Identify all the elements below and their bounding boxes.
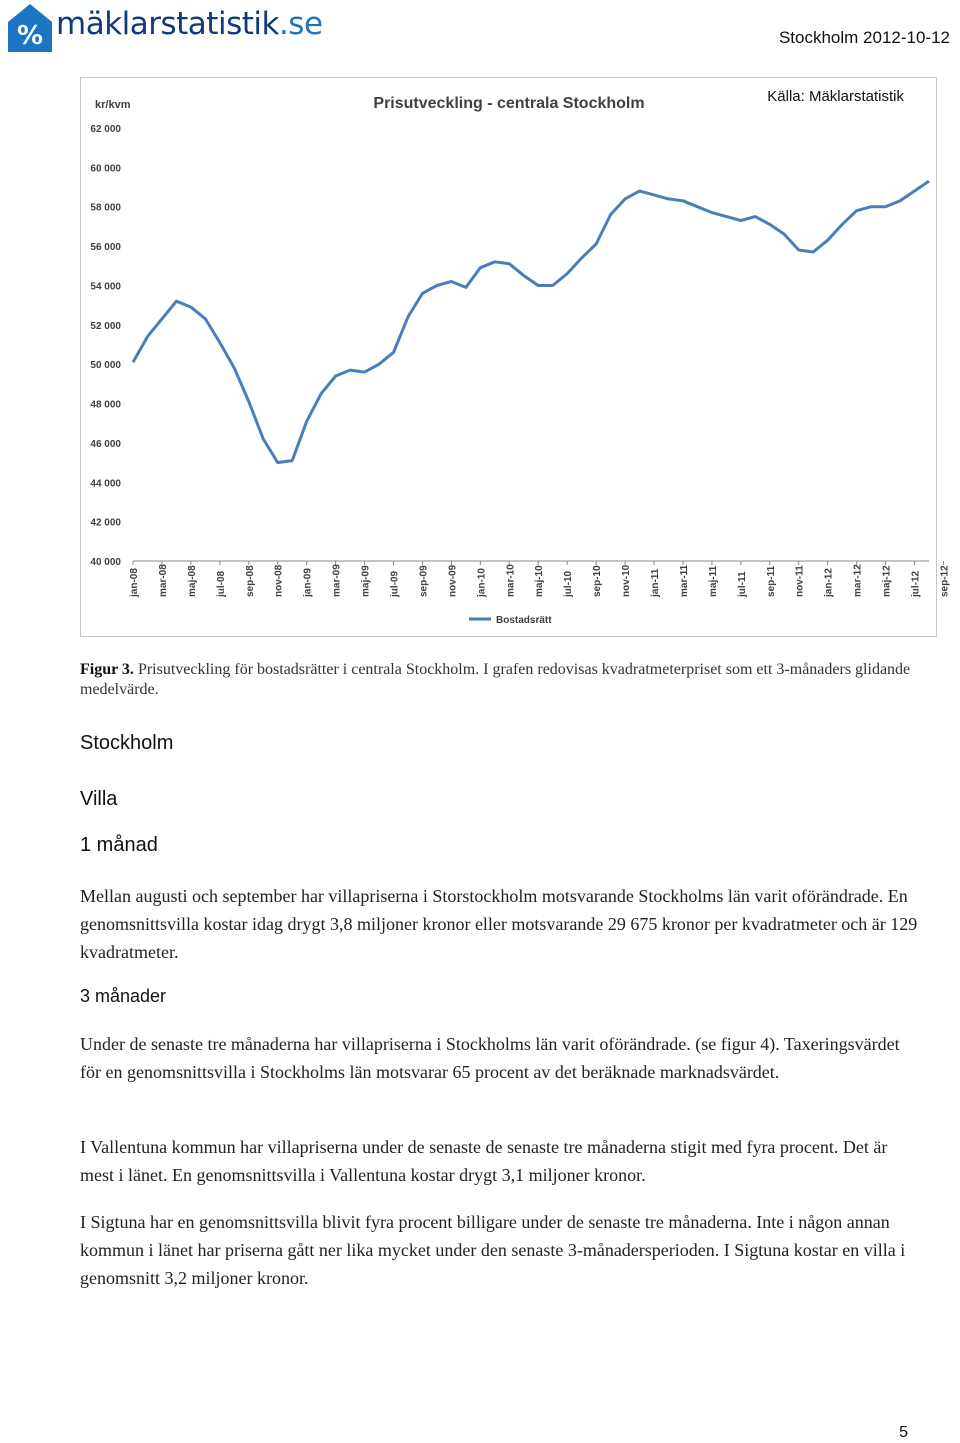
x-tick-label: jul-10 [563,570,575,597]
series-line-bostadsratt [133,181,929,463]
y-tick-label: 48 000 [90,399,121,411]
figure-caption [80,660,920,700]
x-tick-label: mar-08 [157,564,169,597]
y-tick-label: 42 000 [90,517,121,529]
x-tick-label: mar-11 [678,564,690,597]
y-axis-unit-label: kr/kvm [95,99,131,111]
x-tick-label: nov-11 [794,565,806,597]
chart-source: Källa: Mäklarstatistik [767,88,904,105]
logo-wordmark [56,6,323,42]
legend-label-bostadsratt: Bostadsrätt [496,615,552,626]
x-tick-label: maj-12 [881,565,893,597]
x-tick-label: jan-10 [476,568,488,597]
x-tick-label: mar-09 [331,564,343,597]
x-tick-label: jul-09 [389,570,401,597]
x-tick-label: jul-11 [736,571,748,597]
figure-label: Figur 3. [80,661,134,678]
x-tick-label: maj-10 [534,565,546,597]
section-heading-three-months: 3 månader [80,986,167,1006]
section-heading-villa: Villa [80,788,118,810]
x-tick-label: jul-12 [910,570,922,597]
logo-main-text: mäklarstatistik [56,6,279,42]
page-number: 5 [899,1424,908,1441]
x-tick-label: jan-09 [302,568,314,597]
x-tick-label: jan-12 [823,568,835,597]
paragraph-sigtuna: I Sigtuna har en genomsnittsvilla blivit fyra procent billigare under de senaste tre månaderna. Inte i någon annan kommun i länet har priserna gått ner lika mycket under den senaste 3-månadersperioden. I Sigtuna kostar en villa i genomsnitt 3,2 miljoner kronor. [80,1212,906,1288]
y-tick-label: 50 000 [90,360,121,372]
page-header [0,0,960,60]
x-tick-label: maj-08 [186,565,198,597]
y-tick-label: 60 000 [90,163,121,175]
section-heading-one-month: 1 månad [80,834,158,856]
x-tick-label: maj-09 [360,565,372,597]
logo-percent-glyph: % [16,21,44,51]
x-tick-label: sep-11 [765,565,777,597]
y-tick-label: 46 000 [90,438,121,450]
x-tick-label: nov-08 [273,564,285,597]
x-tick-label: sep-12 [939,565,951,597]
y-tick-label: 52 000 [90,320,121,332]
chart-title: Prisutveckling - centrala Stockholm [373,95,645,112]
paragraph-one-month: Mellan augusti och september har villapriserna i Storstockholm motsvarande Stockholms län varit oförändrade. En genomsnittsvilla kostar idag drygt 3,8 miljoner kronor eller motsvarande 29 675 kronor per kvadratmeter och är 129 kvadratmeter. [80,886,918,962]
x-tick-label: mar-10 [505,564,517,597]
x-tick-label: sep-09 [418,565,430,597]
y-tick-label: 44 000 [90,478,121,490]
paragraph-vallentuna: I Vallentuna kommun har villapriserna under de senaste de senaste tre månaderna stigit med fyra procent. Det är mest i länet. En genomsnittsvilla i Vallentuna kostar drygt 3,1 miljoner kronor. [80,1137,888,1185]
y-tick-label: 62 000 [90,124,121,135]
x-tick-label: sep-10 [592,565,604,597]
y-tick-label: 58 000 [90,202,121,214]
x-tick-label: jul-08 [215,570,227,597]
x-tick-label: nov-10 [621,564,633,597]
y-tick-label: 40 000 [90,557,121,568]
y-tick-label: 56 000 [90,242,121,254]
maklarstatistik-logo[interactable] [6,2,326,56]
x-tick-label: sep-08 [244,565,256,597]
figure-caption-text: Prisutveckling för bostadsrätter i centrala Stockholm. I grafen redovisas kvadratmeterpriset som ett 3-månaders glidande medelvärde. [80,661,911,698]
paragraph-three-months: Under de senaste tre månaderna har villapriserna i Stockholms län varit oförändrade. (se figur 4). Taxeringsvärdet för en genomsnittsvilla i Stockholms län motsvarar 65 procent av det beräknade marknadsvärdet. [80,1034,900,1082]
price-chart [80,77,951,637]
x-tick-label: jan-11 [650,568,662,597]
price-chart-svg [81,78,951,638]
logo-domain-text: .se [278,6,323,42]
report-title: Stockholm 2012-10-12 [778,28,950,47]
y-tick-label: 54 000 [90,281,121,293]
section-heading-city: Stockholm [80,732,174,754]
x-tick-label: maj-11 [707,565,719,597]
house-percent-icon [6,2,54,54]
x-tick-label: nov-09 [447,564,459,597]
x-tick-label: mar-12 [852,564,864,597]
x-tick-label: jan-08 [129,568,140,597]
